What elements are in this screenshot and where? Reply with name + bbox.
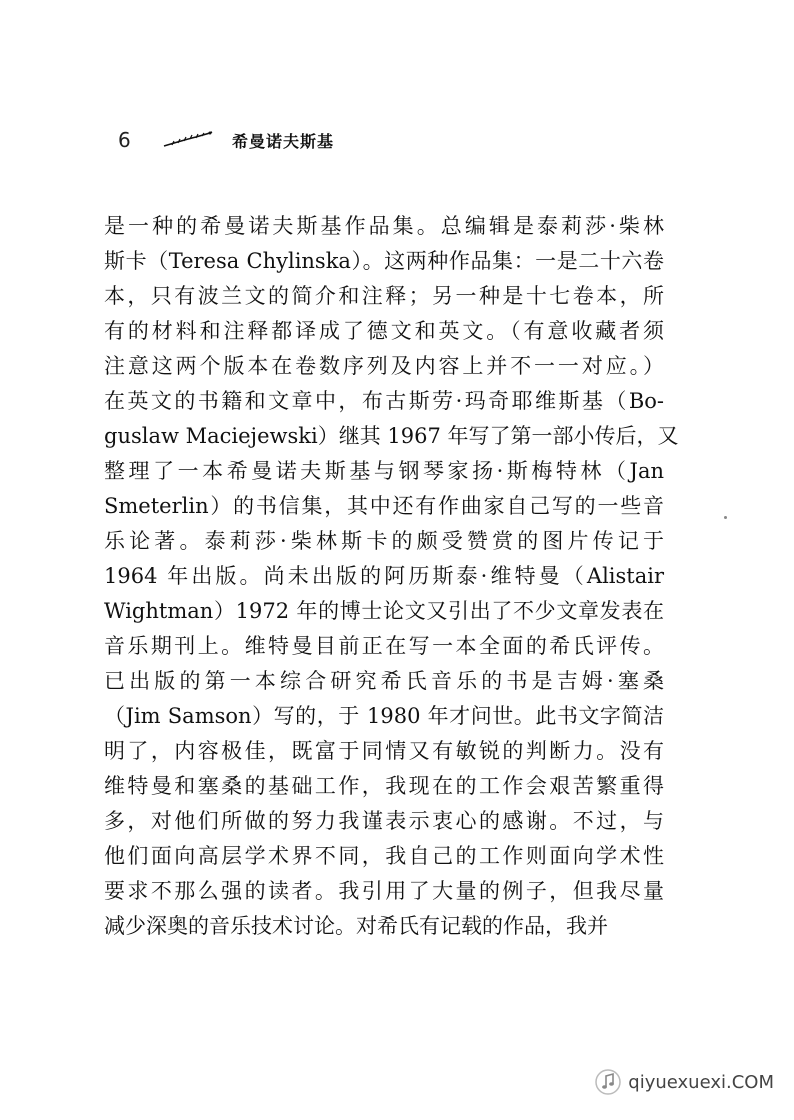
text-line: 维特曼和塞桑的基础工作，我现在的工作会艰苦繁重得 bbox=[104, 774, 664, 798]
text-line: 明了，内容极佳，既富于同情又有敏锐的判断力。没有 bbox=[104, 739, 664, 763]
text-line: 整理了一本希曼诺夫斯基与钢琴家扬·斯梅特林（Jan bbox=[104, 459, 664, 483]
text-line: 本，只有波兰文的简介和注释；另一种是十七卷本，所 bbox=[104, 284, 664, 308]
text-line: 多，对他们所做的努力我谨表示衷心的感谢。不过，与 bbox=[104, 809, 664, 833]
text-line: guslaw Maciejewski）继其 1967 年写了第一部小传后，又 bbox=[104, 424, 679, 448]
text-line: 已出版的第一本综合研究希氏音乐的书是吉姆·塞桑 bbox=[104, 669, 664, 693]
text-line: 减少深奥的音乐技术讨论。对希氏有记载的作品，我并 bbox=[104, 914, 608, 938]
text-line: Wightman）1972 年的博士论文又引出了不少文章发表在 bbox=[104, 599, 664, 623]
text-line: Smeterlin）的书信集，其中还有作曲家自己写的一些音 bbox=[104, 494, 664, 518]
running-title: 希曼诺夫斯基 bbox=[232, 131, 335, 151]
text-line: 是一种的希曼诺夫斯基作品集。总编辑是泰莉莎·柴林 bbox=[104, 214, 664, 238]
text-line: 注意这两个版本在卷数序列及内容上并不一一对应。） bbox=[104, 354, 664, 378]
text-line: 他们面向高层学术界不同，我自己的工作则面向学术性 bbox=[104, 844, 664, 868]
text-line: 有的材料和注释都译成了德文和英文。（有意收藏者须 bbox=[104, 319, 664, 343]
text-line: 斯卡（Teresa Chylinska）。这两种作品集：一是二十六卷 bbox=[104, 249, 664, 273]
watermark bbox=[594, 1068, 774, 1096]
text-line: 音乐期刊上。维特曼目前正在写一本全面的希氏评传。 bbox=[104, 634, 664, 658]
text-line: 1964 年出版。尚未出版的阿历斯泰·维特曼（Alistair bbox=[104, 564, 664, 588]
watermark-text: qiyuexuexi.COM bbox=[628, 1071, 774, 1093]
music-note-icon bbox=[594, 1068, 622, 1096]
page-header bbox=[118, 124, 334, 156]
body-text bbox=[104, 209, 679, 944]
text-line: （Jim Samson）写的，于 1980 年才问世。此书文字简洁 bbox=[104, 704, 664, 728]
text-line: 乐论著。泰莉莎·柴林斯卡的颇受赞赏的图片传记于 bbox=[104, 529, 664, 553]
page-number: 6 bbox=[118, 128, 131, 152]
text-line: 要求不那么强的读者。我引用了大量的例子，但我尽量 bbox=[104, 879, 664, 903]
scan-speck bbox=[724, 516, 727, 519]
text-line: 在英文的书籍和文章中，布古斯劳·玛奇耶维斯基（Bo- bbox=[104, 389, 664, 413]
ornament-icon bbox=[162, 130, 214, 150]
